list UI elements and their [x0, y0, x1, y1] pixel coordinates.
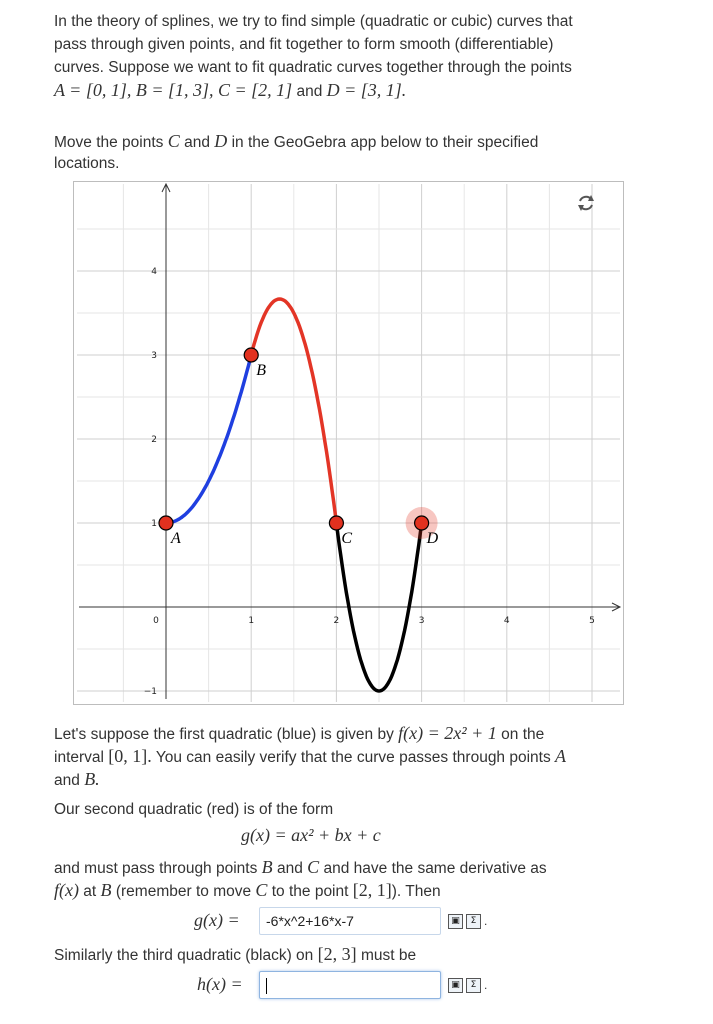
points[interactable]: [159, 348, 439, 547]
graph-canvas[interactable]: [74, 182, 623, 704]
points-equation-a: A = [0, 1], B = [1, 3], C = [2, 1]: [54, 80, 293, 100]
point-label: D: [426, 530, 439, 547]
para1-text-b: on the: [501, 726, 545, 743]
y-tick-label: 2: [151, 435, 157, 445]
g-answer-input[interactable]: -6*x^2+16*x-7: [259, 907, 441, 935]
instruction-line-2: locations.: [54, 155, 120, 172]
h-answer-input[interactable]: [259, 971, 441, 999]
axes: [79, 184, 620, 699]
para3-line-2: [54, 880, 441, 902]
para3-text-g: ). Then: [391, 883, 441, 900]
para3-text-d: at: [83, 883, 97, 900]
point-label: A: [171, 530, 181, 547]
para1-point-a: A: [555, 746, 567, 766]
dot-decoration-2: .: [484, 978, 488, 992]
x-tick-label: 0: [153, 616, 159, 626]
para1-line-1: [54, 723, 544, 745]
dot-decoration: .: [484, 914, 488, 928]
syntax-help-icon[interactable]: Σ: [466, 914, 481, 929]
para2: Our second quadratic (red) is of the form: [54, 801, 334, 818]
intro-line-4: [54, 80, 406, 102]
g-general-equation: g(x) = ax² + bx + c: [241, 825, 381, 845]
instruction-text: Move the points: [54, 134, 164, 151]
x-tick-label: 2: [333, 616, 340, 626]
instruction-and: and: [184, 134, 210, 151]
x-tick-label: 4: [503, 616, 510, 626]
point-label: C: [341, 530, 353, 547]
instruction-point-c: C: [167, 131, 180, 151]
para4-interval: [2, 3]: [317, 944, 357, 964]
syntax-help-icon-2[interactable]: Σ: [466, 978, 481, 993]
intro-line-1: In the theory of splines, we try to find simple (quadratic or cubic) curves that: [54, 13, 573, 30]
para3-point-c: C: [307, 857, 320, 877]
instruction-rest: in the GeoGebra app below to their specified: [231, 134, 539, 151]
y-tick-label: 4: [151, 267, 157, 277]
y-tick-label: 3: [151, 351, 157, 361]
y-tick-label: −1: [143, 687, 157, 697]
para3-text-e: (remember to move: [115, 883, 252, 900]
h-answer-label: h(x) =: [197, 974, 243, 994]
point-d[interactable]: [415, 516, 429, 530]
intro-line-2: pass through given points, and fit together to form smooth (differentiable): [54, 36, 554, 53]
point-label: B: [256, 362, 266, 379]
para4: [54, 944, 416, 966]
preview-icon-2[interactable]: ▣: [448, 978, 463, 993]
points-and: and: [296, 83, 323, 100]
para1-point-b: B.: [84, 769, 100, 789]
x-tick-label: 5: [589, 616, 595, 626]
para3-line-1: [54, 857, 547, 879]
instruction-line-1: [54, 131, 538, 153]
para1-interval: [0, 1].: [108, 746, 152, 766]
para3-text-f: to the point: [271, 883, 349, 900]
f-equation: f(x) = 2x² + 1: [398, 723, 497, 743]
para3-text-b: and: [276, 860, 303, 877]
x-tick-label: 3: [418, 616, 425, 626]
point-a[interactable]: [159, 516, 173, 530]
para3-point-coord: [2, 1]: [352, 880, 392, 900]
geogebra-applet[interactable]: [73, 181, 624, 705]
para1-text-a: Let's suppose the first quadratic (blue) is given by: [54, 726, 394, 743]
point-c[interactable]: [329, 516, 343, 530]
para4-text-a: Similarly the third quadratic (black) on: [54, 947, 314, 964]
instruction-point-d: D: [214, 131, 228, 151]
para1-line-3: [54, 769, 100, 791]
para1-text-c: interval: [54, 749, 104, 766]
text-caret: [266, 978, 267, 994]
g-answer-label: g(x) =: [194, 910, 240, 930]
para3-fx: f(x): [54, 880, 79, 900]
para1-line-2: [54, 746, 566, 768]
tick-labels: [144, 267, 595, 697]
para3-text-c: and have the same derivative as: [323, 860, 547, 877]
x-tick-label: 1: [248, 616, 255, 626]
point-b[interactable]: [244, 348, 258, 362]
para4-text-b: must be: [360, 947, 417, 964]
para3-point-b2: B: [100, 880, 112, 900]
y-tick-label: 1: [151, 519, 157, 529]
preview-icon[interactable]: ▣: [448, 914, 463, 929]
para3-point-b: B: [261, 857, 273, 877]
points-equation-b: D = [3, 1].: [326, 80, 407, 100]
intro-line-3: curves. Suppose we want to fit quadratic curves together through the points: [54, 59, 572, 76]
para3-point-c2: C: [255, 880, 268, 900]
para3-text-a: and must pass through points: [54, 860, 258, 877]
para1-text-d: You can easily verify that the curve passes through points: [155, 749, 551, 766]
para1-text-e: and: [54, 772, 80, 789]
